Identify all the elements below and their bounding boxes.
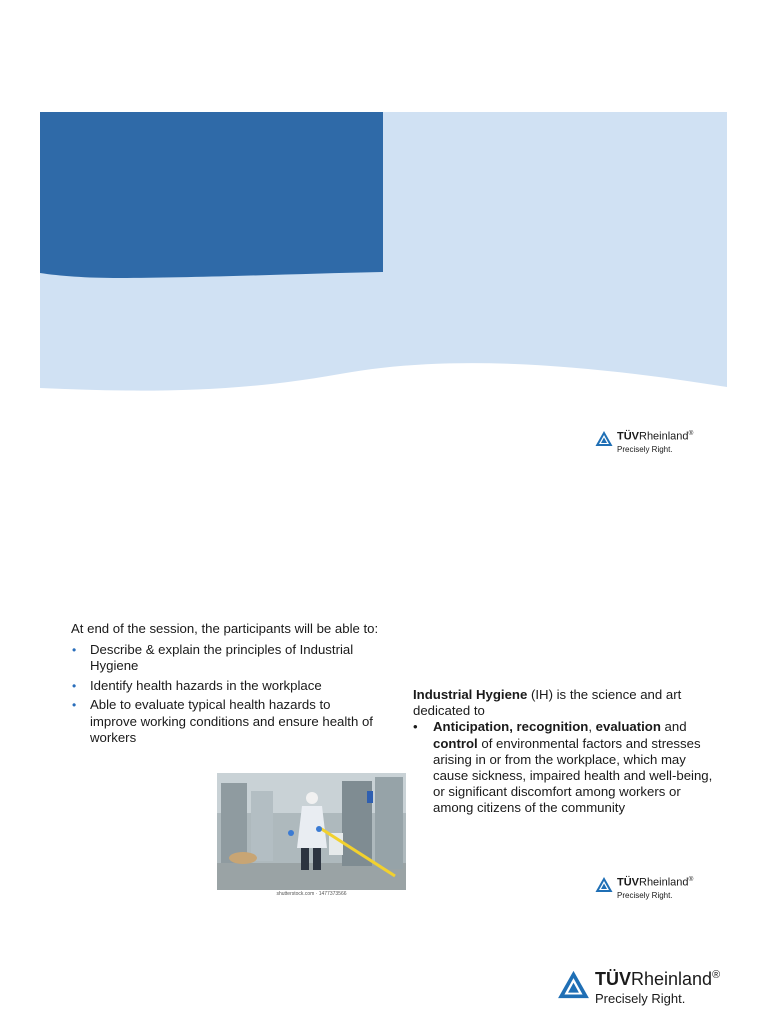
logo-brand: TÜVRheinland® xyxy=(617,430,694,443)
definition-text xyxy=(413,687,718,817)
definition-lead: Industrial Hygiene (IH) is the science and art dedicated to xyxy=(413,687,682,719)
triangle-logo-icon xyxy=(595,876,613,893)
triangle-logo-icon xyxy=(557,970,590,999)
tuv-logo xyxy=(595,876,693,900)
logo-tagline: Precisely Right. xyxy=(617,444,673,454)
list-item: • Identify health hazards in the workplace xyxy=(72,677,322,693)
logo-brand: TÜVRheinland® xyxy=(595,969,721,989)
bullet-icon: • xyxy=(72,678,77,693)
objectives-list xyxy=(71,642,381,747)
logo-tagline: Precisely Right. xyxy=(617,890,673,900)
tuv-logo xyxy=(557,970,720,1005)
logo-tagline: Precisely Right. xyxy=(595,991,686,1006)
bullet-icon: • xyxy=(72,642,77,657)
definition-list xyxy=(413,719,718,816)
logo-brand: TÜVRheinland® xyxy=(617,876,694,889)
objectives-text xyxy=(71,621,381,750)
list-item: • Describe & explain the principles of Industrial Hygiene xyxy=(72,641,354,673)
dark-blue-wave-panel xyxy=(40,112,383,278)
list-item: • Anticipation, recognition, evaluation and control of environmental factors and stresses arising in or from the workplace, which may cause sickness, impaired health and well-being, or significant discomfort among workers or among citizens of the community xyxy=(413,719,713,816)
definition-term: Industrial Hygiene xyxy=(413,687,528,702)
bullet-icon: • xyxy=(413,719,418,735)
bullet-icon: • xyxy=(72,698,77,712)
worker-cleaning-floor-photo xyxy=(217,773,406,890)
tuv-logo xyxy=(595,430,693,454)
objectives-intro: At end of the session, the participants will be able to: xyxy=(71,621,379,636)
cover-graphic xyxy=(40,112,727,392)
triangle-logo-icon xyxy=(595,430,613,447)
list-item: • Able to evaluate typical health hazards to improve working conditions and ensure health of workers xyxy=(72,697,373,745)
photo-credit: shutterstock.com · 1477373566 xyxy=(276,891,347,897)
